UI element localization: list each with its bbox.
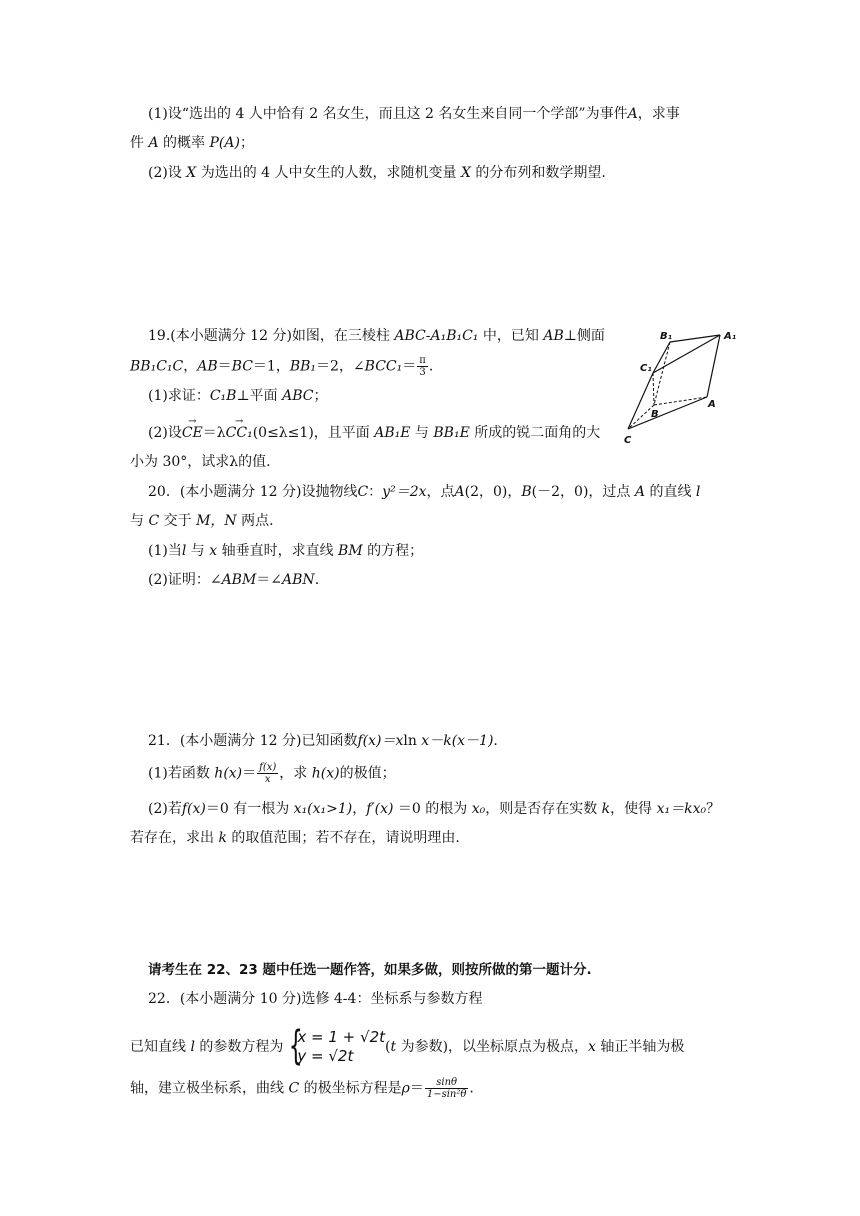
q18-part1-line1: (1)设“选出的 4 人中恰有 2 名女生，而且这 2 名女生来自同一个学部”为事件A，求事 [148, 106, 680, 122]
q22-line2: 轴，建立极坐标系，曲线 C 的极坐标方程是ρ＝ $\frac{\sin\theta}{\text{1−sin²θ}}$ . [130, 1077, 474, 1100]
q20-heading: 20．(本小题满分 12 分)设抛物线C：y²＝2x，点A(2，0)，B(－2，0)，过点 A 的直线 l [148, 484, 701, 500]
edge-a1-a [707, 335, 720, 397]
label-a1: A₁ [724, 331, 737, 342]
label-a: A [708, 399, 716, 410]
q18-part2: (2)设 X 为选出的 4 人中女生的人数，求随机变量 X 的分布列和数学期望. [148, 165, 606, 181]
q20-part2: (2)证明：∠ABM＝∠ABN. [148, 572, 320, 588]
q20-line2: 与 C 交于 M，N 两点. [130, 513, 274, 529]
q18-part1-line2: 件 A 的概率 P(A)； [130, 135, 254, 151]
q22-line1: 已知直线 l 的参数方程为 { x = 1 + √2t y = √2t (t 为参数)，以坐标原点为极点，x 轴正半轴为极 [130, 1023, 685, 1069]
prism-figure [620, 325, 745, 450]
label-c: C [624, 435, 632, 446]
parametric-system: { x = 1 + √2t y = √2t [289, 1023, 386, 1069]
q19-conditions: BB₁C₁C，AB＝BC＝1，BB₁＝2，∠BCC₁＝ $\frac{\pi}{3}$ . [130, 355, 434, 378]
vector-ce: → CE [182, 423, 203, 443]
q19-part1: (1)求证：C₁B⊥平面 ABC； [148, 388, 328, 404]
edge-b1-a1 [670, 335, 720, 342]
q21-heading: 21．(本小题满分 12 分)已知函数f(x)＝xln x－k(x－1). [148, 733, 498, 749]
hidden-edge-c1-b [653, 373, 654, 405]
q20-part1: (1)当l 与 x 轴垂直时，求直线 BM 的方程； [148, 543, 424, 559]
q19-part2-line2: 小为 30°，试求λ的值. [130, 454, 271, 470]
q19-part2-line1: (2)设→ CE＝λ→ CC₁(0≤λ≤1)，且平面 AB₁E 与 BB₁E 所成的锐二面角的大 [148, 423, 600, 443]
q21-part2-line2: 若存在，求出 k 的取值范围；若不存在，请说明理由. [130, 830, 460, 846]
label-b1: B₁ [660, 331, 673, 342]
q21-part1: (1)若函数 h(x)＝ $\frac{f(x)}{x}$ ，求 h(x)的极值； [148, 762, 396, 785]
vector-cc1: → CC₁ [226, 423, 253, 443]
polar-fraction: $\frac{\sin\theta}{\text{1−sin²θ}}$ [426, 1077, 467, 1100]
label-b: B [651, 409, 659, 420]
q21-part2-line1: (2)若f(x)＝0 有一根为 x₁(x₁>1)，f′(x) ＝0 的根为 x₀，则是否存在实数 k，使得 x₁＝kx₀？ [148, 801, 721, 817]
pi-over-3-fraction: $\frac{\pi}{3}$ [419, 355, 426, 378]
q22-heading: 22．(本小题满分 10 分)选修 4-4：坐标系与参数方程 [148, 991, 483, 1007]
f-over-x-fraction: $\frac{f(x)}{x}$ [259, 762, 277, 785]
hidden-edge-b-a [654, 397, 707, 405]
q19-heading: 19.(本小题满分 12 分)如图，在三棱柱 ABC-A₁B₁C₁ 中，已知 AB⊥侧面 [148, 328, 605, 344]
hidden-edge-b1-b [654, 342, 670, 405]
label-c1: C₁ [640, 363, 652, 374]
choice-note: 请考生在 22、23 题中任选一题作答，如果多做，则按所做的第一题计分. [148, 962, 592, 978]
